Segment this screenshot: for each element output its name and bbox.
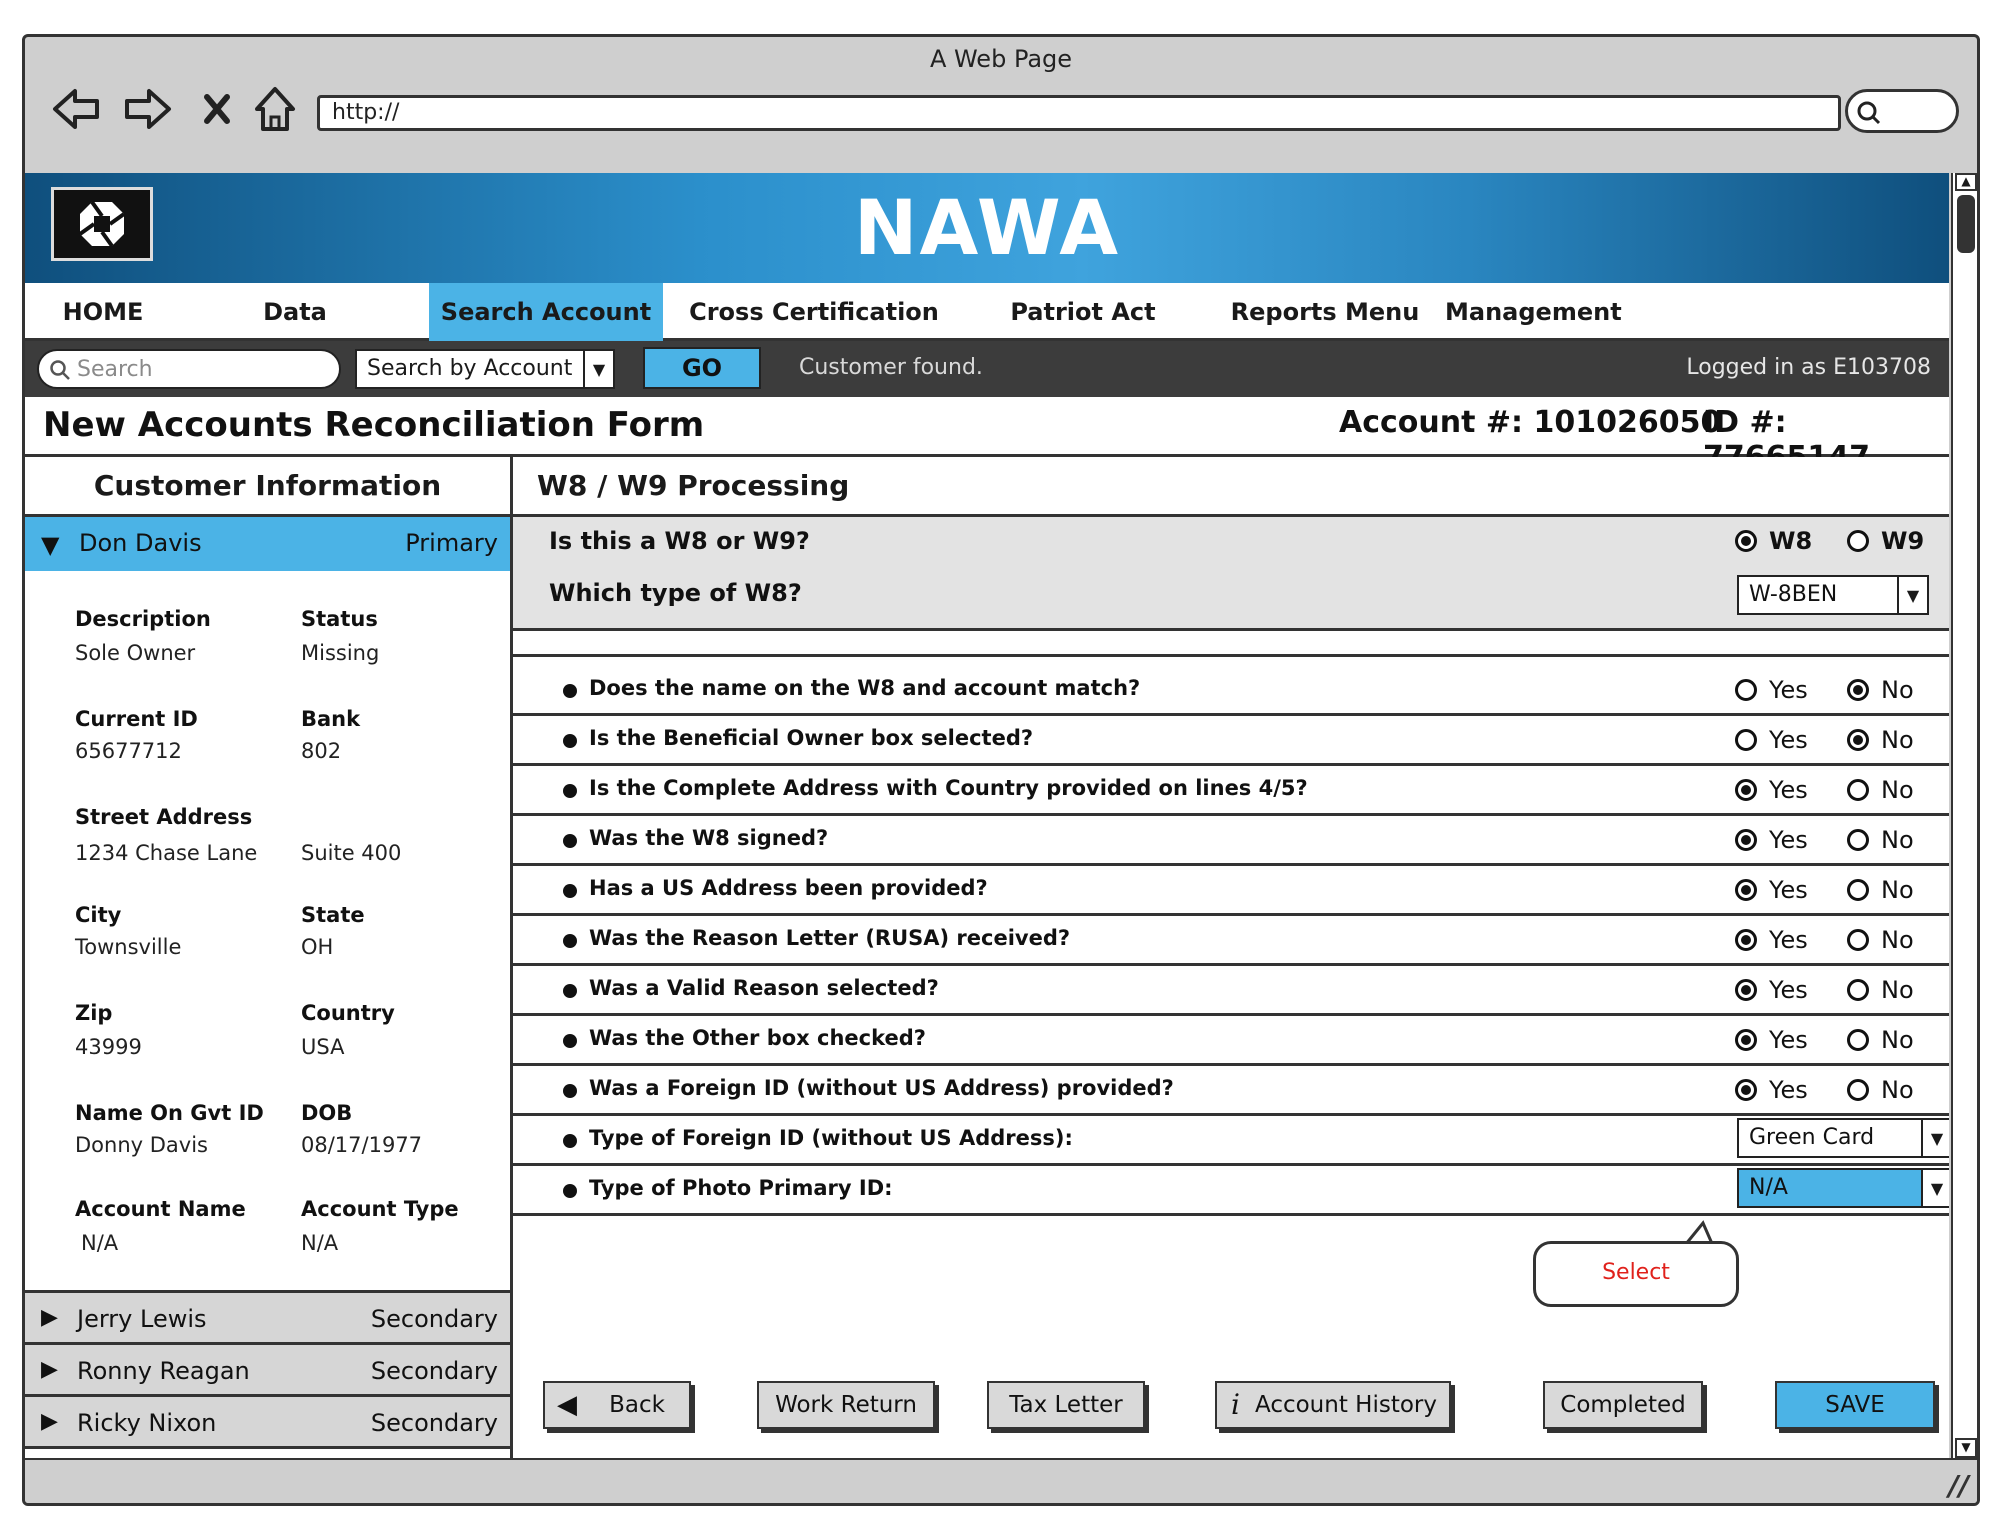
field-value: 65677712: [75, 739, 182, 763]
customer-row-primary[interactable]: [25, 517, 510, 571]
customer-role: Secondary: [370, 1305, 498, 1333]
field-value: 1234 Chase Lane: [75, 841, 258, 865]
radio-dot: [1847, 979, 1869, 1001]
vertical-scrollbar[interactable]: [1951, 173, 1979, 1458]
field-value: Missing: [301, 641, 380, 665]
question-row: [513, 1066, 1949, 1116]
radio-dot: [1847, 779, 1869, 801]
radio-dot: [1847, 530, 1869, 552]
field-label: Bank: [301, 707, 361, 731]
triangle-down-icon: ▼: [41, 531, 60, 559]
radio-label: Yes: [1769, 1026, 1808, 1054]
field-value: Suite 400: [301, 841, 402, 865]
radio-label: No: [1881, 976, 1914, 1004]
field-label: Account Name: [75, 1197, 246, 1221]
field-value: N/A: [301, 1231, 339, 1255]
question-row: [513, 766, 1949, 816]
radio-dot: [1735, 929, 1757, 951]
bullet-icon: [563, 1184, 577, 1198]
back-button[interactable]: [543, 1381, 691, 1429]
browser-window: [22, 34, 1980, 1506]
radio-label: No: [1881, 876, 1914, 904]
scroll-down-arrow-icon[interactable]: ▼: [1955, 1438, 1977, 1458]
radio-dot: [1847, 929, 1869, 951]
photo-id-select[interactable]: [1737, 1168, 1949, 1208]
radio-label: Yes: [1769, 1076, 1808, 1104]
radio-label: W9: [1881, 527, 1925, 555]
account-history-button[interactable]: [1215, 1381, 1451, 1429]
question-text: Type of Foreign ID (without US Address):: [589, 1126, 1073, 1150]
scroll-thumb[interactable]: [1957, 195, 1975, 253]
field-value: Donny Davis: [75, 1133, 208, 1157]
search-toolbar: [25, 341, 1949, 397]
customer-info-title: Customer Information: [25, 457, 510, 517]
w8-type-value: W-8BEN: [1749, 582, 1838, 607]
radio-label: Yes: [1769, 976, 1808, 1004]
radio-no[interactable]: [1847, 926, 1914, 954]
go-button[interactable]: GO: [643, 347, 761, 389]
bullet-icon: [563, 1034, 577, 1048]
customer-name: Don Davis: [79, 529, 202, 557]
customer-name: Ricky Nixon: [77, 1409, 217, 1437]
radio-dot: [1735, 979, 1757, 1001]
radio-dot: [1847, 1079, 1869, 1101]
question-row: [513, 816, 1949, 866]
radio-yes[interactable]: [1735, 876, 1808, 904]
field-value: 802: [301, 739, 342, 763]
field-value: Sole Owner: [75, 641, 196, 665]
radio-no[interactable]: [1847, 976, 1914, 1004]
back-arrow-icon[interactable]: [47, 79, 107, 139]
question-text: Was a Valid Reason selected?: [589, 976, 939, 1000]
menu-item-cross-certification[interactable]: Cross Certification: [689, 298, 939, 326]
question-text: Was the Other box checked?: [589, 1026, 926, 1050]
field-value: OH: [301, 935, 334, 959]
w8-type-select[interactable]: [1737, 575, 1929, 615]
question-row: [513, 666, 1949, 716]
radio-yes[interactable]: [1735, 726, 1808, 754]
field-label: Zip: [75, 1001, 113, 1025]
menu-item-search-account[interactable]: Search Account: [429, 283, 663, 341]
save-button[interactable]: SAVE: [1775, 1381, 1935, 1429]
photo-id-value: N/A: [1749, 1175, 1788, 1200]
foreign-id-value: Green Card: [1749, 1125, 1875, 1150]
question-text: Was a Foreign ID (without US Address) provided?: [589, 1076, 1174, 1100]
radio-label: Yes: [1769, 776, 1808, 804]
w8-panel: [513, 457, 1949, 1458]
field-label: Name On Gvt ID: [75, 1101, 264, 1125]
customer-name: Jerry Lewis: [77, 1305, 207, 1333]
tax-letter-button[interactable]: Tax Letter: [987, 1381, 1145, 1429]
form-header: [25, 397, 1949, 457]
window-title: A Web Page: [929, 45, 1073, 73]
radio-label: Yes: [1769, 726, 1808, 754]
search-icon: [49, 359, 71, 381]
question-row: [513, 1166, 1949, 1216]
radio-yes[interactable]: [1735, 676, 1808, 704]
triangle-left-icon: ◀: [557, 1390, 577, 1420]
select-callout: [1533, 1241, 1739, 1307]
info-icon: i: [1231, 1388, 1240, 1421]
question-w8-or-w9: Is this a W8 or W9?: [549, 527, 810, 555]
radio-dot: [1735, 530, 1757, 552]
resize-grip-icon[interactable]: //: [1948, 1469, 1969, 1502]
field-value: Townsville: [75, 935, 182, 959]
field-label: DOB: [301, 1101, 353, 1125]
customer-name: Ronny Reagan: [77, 1357, 250, 1385]
radio-label: No: [1881, 1076, 1914, 1104]
search-by-select[interactable]: [355, 349, 615, 389]
question-row: [513, 1016, 1949, 1066]
scroll-up-arrow-icon[interactable]: ▲: [1955, 173, 1977, 191]
radio-dot: [1847, 829, 1869, 851]
search-placeholder: Search: [77, 357, 153, 382]
radio-dot: [1735, 829, 1757, 851]
customer-row-secondary[interactable]: [25, 1345, 510, 1397]
radio-dot: [1735, 679, 1757, 701]
radio-dot: [1735, 1029, 1757, 1051]
menu-item-data-management[interactable]: Data: [263, 298, 327, 326]
bullet-icon: [563, 834, 577, 848]
radio-no[interactable]: [1847, 826, 1914, 854]
search-icon: [1856, 100, 1882, 126]
site-banner: [25, 173, 1949, 283]
field-value: USA: [301, 1035, 345, 1059]
callout-text: Select: [1602, 1260, 1670, 1285]
triangle-right-icon: ▶: [41, 1357, 58, 1382]
chevron-down-icon[interactable]: ▼: [1897, 577, 1927, 613]
customer-info-panel: [25, 457, 513, 1458]
browser-search-field[interactable]: [1845, 89, 1959, 133]
field-value: N/A: [81, 1231, 119, 1255]
account-number: Account #: 101026050: [1339, 405, 1722, 440]
radio-dot: [1735, 879, 1757, 901]
customer-role: Secondary: [370, 1357, 498, 1385]
radio-label: Yes: [1769, 676, 1808, 704]
triangle-right-icon: ▶: [41, 1409, 58, 1434]
menu-item-patriot-act-review[interactable]: Patriot Act: [1010, 298, 1156, 326]
bullet-icon: [563, 1084, 577, 1098]
radio-label: No: [1881, 826, 1914, 854]
divider-row: [513, 631, 1949, 657]
radio-yes[interactable]: [1735, 926, 1808, 954]
customer-row-secondary[interactable]: [25, 1397, 510, 1449]
browser-status-bar: [25, 1458, 1980, 1506]
radio-label: No: [1881, 1026, 1914, 1054]
question-text: Has a US Address been provided?: [589, 876, 988, 900]
customer-role: Primary: [405, 529, 498, 557]
radio-w9[interactable]: [1847, 527, 1924, 555]
completed-button[interactable]: Completed: [1543, 1381, 1703, 1429]
w8-panel-title: W8 / W9 Processing: [513, 457, 1949, 517]
radio-yes[interactable]: [1735, 976, 1808, 1004]
field-label: City: [75, 903, 122, 927]
field-label: Account Type: [301, 1197, 459, 1221]
question-text: Does the name on the W8 and account match?: [589, 676, 1141, 700]
radio-yes[interactable]: [1735, 826, 1808, 854]
chevron-down-icon[interactable]: ▼: [1921, 1120, 1949, 1156]
stop-x-icon[interactable]: [187, 79, 247, 139]
question-text: Type of Photo Primary ID:: [589, 1176, 893, 1200]
question-row: [513, 916, 1949, 966]
radio-w8[interactable]: [1735, 527, 1812, 555]
radio-dot: [1847, 729, 1869, 751]
field-value: 43999: [75, 1035, 142, 1059]
bullet-icon: [563, 784, 577, 798]
bullet-icon: [563, 734, 577, 748]
radio-no[interactable]: [1847, 1026, 1914, 1054]
menu-item-home[interactable]: HOME: [62, 298, 144, 326]
radio-dot: [1735, 1079, 1757, 1101]
page-title: New Accounts Reconciliation Form: [43, 405, 705, 445]
question-row: [513, 866, 1949, 916]
chevron-down-icon[interactable]: ▼: [583, 351, 613, 387]
field-label: Current ID: [75, 707, 198, 731]
radio-no[interactable]: [1847, 726, 1914, 754]
main-menu: [25, 283, 1949, 341]
field-label: Status: [301, 607, 378, 631]
id-number: ID #:: [1703, 405, 1787, 440]
bullet-icon: [563, 1134, 577, 1148]
question-row: [513, 1116, 1949, 1166]
bullet-icon: [563, 984, 577, 998]
radio-label: Yes: [1769, 826, 1808, 854]
button-label: Account History: [1254, 1392, 1437, 1418]
radio-label: W8: [1769, 527, 1813, 555]
customer-role: Secondary: [370, 1409, 498, 1437]
question-text: Was the W8 signed?: [589, 826, 829, 850]
bullet-icon: [563, 934, 577, 948]
radio-yes[interactable]: [1735, 1076, 1808, 1104]
work-return-button[interactable]: Work Return: [757, 1381, 935, 1429]
field-label: State: [301, 903, 365, 927]
menu-item-management[interactable]: Management: [1445, 298, 1622, 326]
url-input[interactable]: http://: [317, 95, 1841, 131]
radio-label: No: [1881, 676, 1914, 704]
radio-yes[interactable]: [1735, 1026, 1808, 1054]
question-which-w8: Which type of W8?: [549, 579, 802, 607]
customer-row-secondary[interactable]: [25, 1293, 510, 1345]
button-label: Back: [609, 1392, 665, 1418]
radio-no[interactable]: [1847, 876, 1914, 904]
brand-title: NAWA: [853, 183, 1121, 272]
field-label: Country: [301, 1001, 395, 1025]
field-value: 08/17/1977: [301, 1133, 423, 1157]
search-by-value: Search by Account: [367, 356, 573, 381]
search-status-text: Customer found.: [799, 355, 983, 380]
radio-no[interactable]: [1847, 1076, 1914, 1104]
bullet-icon: [563, 884, 577, 898]
question-row: [513, 716, 1949, 766]
field-label: Description: [75, 607, 211, 631]
bullet-icon: [563, 684, 577, 698]
question-text: Is the Beneficial Owner box selected?: [589, 726, 1034, 750]
radio-dot: [1847, 679, 1869, 701]
radio-dot: [1735, 729, 1757, 751]
radio-label: Yes: [1769, 926, 1808, 954]
customer-details: [25, 571, 510, 1293]
radio-label: No: [1881, 726, 1914, 754]
home-icon[interactable]: [245, 79, 305, 139]
radio-no[interactable]: [1847, 776, 1914, 804]
radio-no[interactable]: [1847, 676, 1914, 704]
forward-arrow-icon[interactable]: [117, 79, 177, 139]
radio-label: Yes: [1769, 876, 1808, 904]
page-viewport: [25, 173, 1949, 1458]
radio-label: No: [1881, 926, 1914, 954]
foreign-id-select[interactable]: [1737, 1118, 1949, 1158]
triangle-right-icon: ▶: [41, 1305, 58, 1330]
question-text: Was the Reason Letter (RUSA) received?: [589, 926, 1071, 950]
radio-label: No: [1881, 776, 1914, 804]
radio-dot: [1847, 1029, 1869, 1051]
radio-dot: [1847, 879, 1869, 901]
radio-dot: [1735, 779, 1757, 801]
search-input[interactable]: [37, 349, 341, 389]
radio-yes[interactable]: [1735, 776, 1808, 804]
question-text: Is the Complete Address with Country provided on lines 4/5?: [589, 776, 1308, 800]
w8-type-block: [513, 517, 1949, 631]
field-label: Street Address: [75, 805, 253, 829]
logged-in-user: Logged in as E103708: [1686, 355, 1931, 380]
question-row: [513, 966, 1949, 1016]
menu-item-reports-menu[interactable]: Reports Menu: [1230, 298, 1420, 326]
chevron-down-icon[interactable]: ▼: [1921, 1170, 1949, 1206]
